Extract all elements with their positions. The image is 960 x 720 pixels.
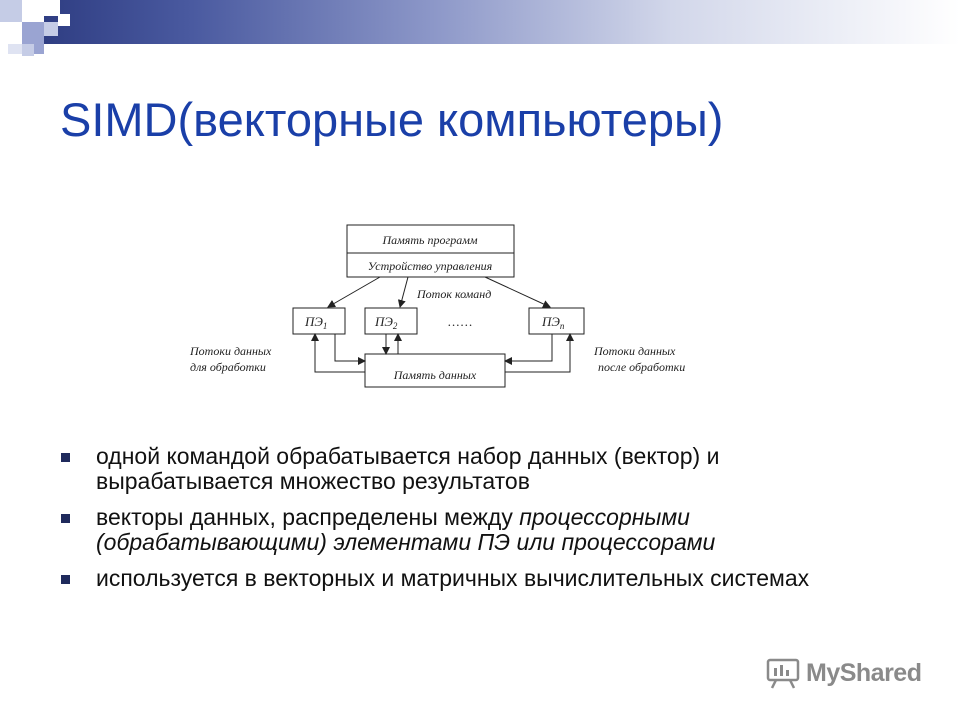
data-in-arrow-2 <box>335 334 365 361</box>
pe-ellipsis: ...... <box>448 314 474 329</box>
data-out-label-2: после обработки <box>598 360 686 374</box>
decor-square <box>22 22 44 44</box>
data-out-label-1: Потоки данных <box>594 344 676 358</box>
decor-square <box>0 22 22 44</box>
decor-square <box>34 44 44 54</box>
bullet-item <box>58 566 858 591</box>
decor-square <box>22 44 34 56</box>
simd-diagram <box>180 215 730 395</box>
decor-square <box>0 0 22 22</box>
decor-square <box>8 44 22 54</box>
bullet-item <box>58 444 858 494</box>
data-memory-label: Память данных <box>393 368 477 382</box>
decor-square <box>22 0 44 22</box>
logo-text: MyShared <box>806 658 922 687</box>
command-stream-label: Поток команд <box>417 287 492 301</box>
data-in-arrow <box>315 334 365 372</box>
decor-square <box>44 22 58 36</box>
bullet-item <box>58 505 858 555</box>
program-memory-label: Память программ <box>382 233 478 247</box>
command-arrow-pe2 <box>400 277 408 307</box>
bullet-square-icon <box>61 514 70 523</box>
control-unit-label: Устройство управления <box>367 259 493 273</box>
command-arrow-pe1 <box>328 277 380 307</box>
data-in-label-2: для обработки <box>190 360 266 374</box>
data-in-label-1: Потоки данных <box>190 344 272 358</box>
data-out-arrow <box>505 334 552 361</box>
bullet-text: векторы данных, распределены между <box>96 504 520 530</box>
bullet-italic-text: процессорными (обрабатывающими) элементами ПЭ или процессорами <box>96 504 716 555</box>
data-out-arrow-2 <box>505 334 570 372</box>
bullet-text: одной командой обрабатывается набор данных (вектор) и вырабатывается множество результатов <box>96 443 720 494</box>
bullet-list <box>58 444 858 602</box>
bullet-text: используется в векторных и матричных вычислительных системах <box>96 565 810 591</box>
decor-square <box>58 14 70 26</box>
command-arrow-pen <box>485 277 550 307</box>
presentation-board-icon <box>766 657 800 689</box>
header-band <box>0 0 960 44</box>
pe1-label: $ПЭ_1$ <box>305 314 328 331</box>
pe2-label: $ПЭ_2$ <box>375 314 398 331</box>
bullet-square-icon <box>61 453 70 462</box>
slide-title: SIMD(векторные компьютеры) <box>60 93 724 146</box>
bullet-square-icon <box>61 575 70 584</box>
myshared-logo[interactable] <box>766 656 921 690</box>
pen-label: $ПЭ_n$ <box>542 314 565 331</box>
